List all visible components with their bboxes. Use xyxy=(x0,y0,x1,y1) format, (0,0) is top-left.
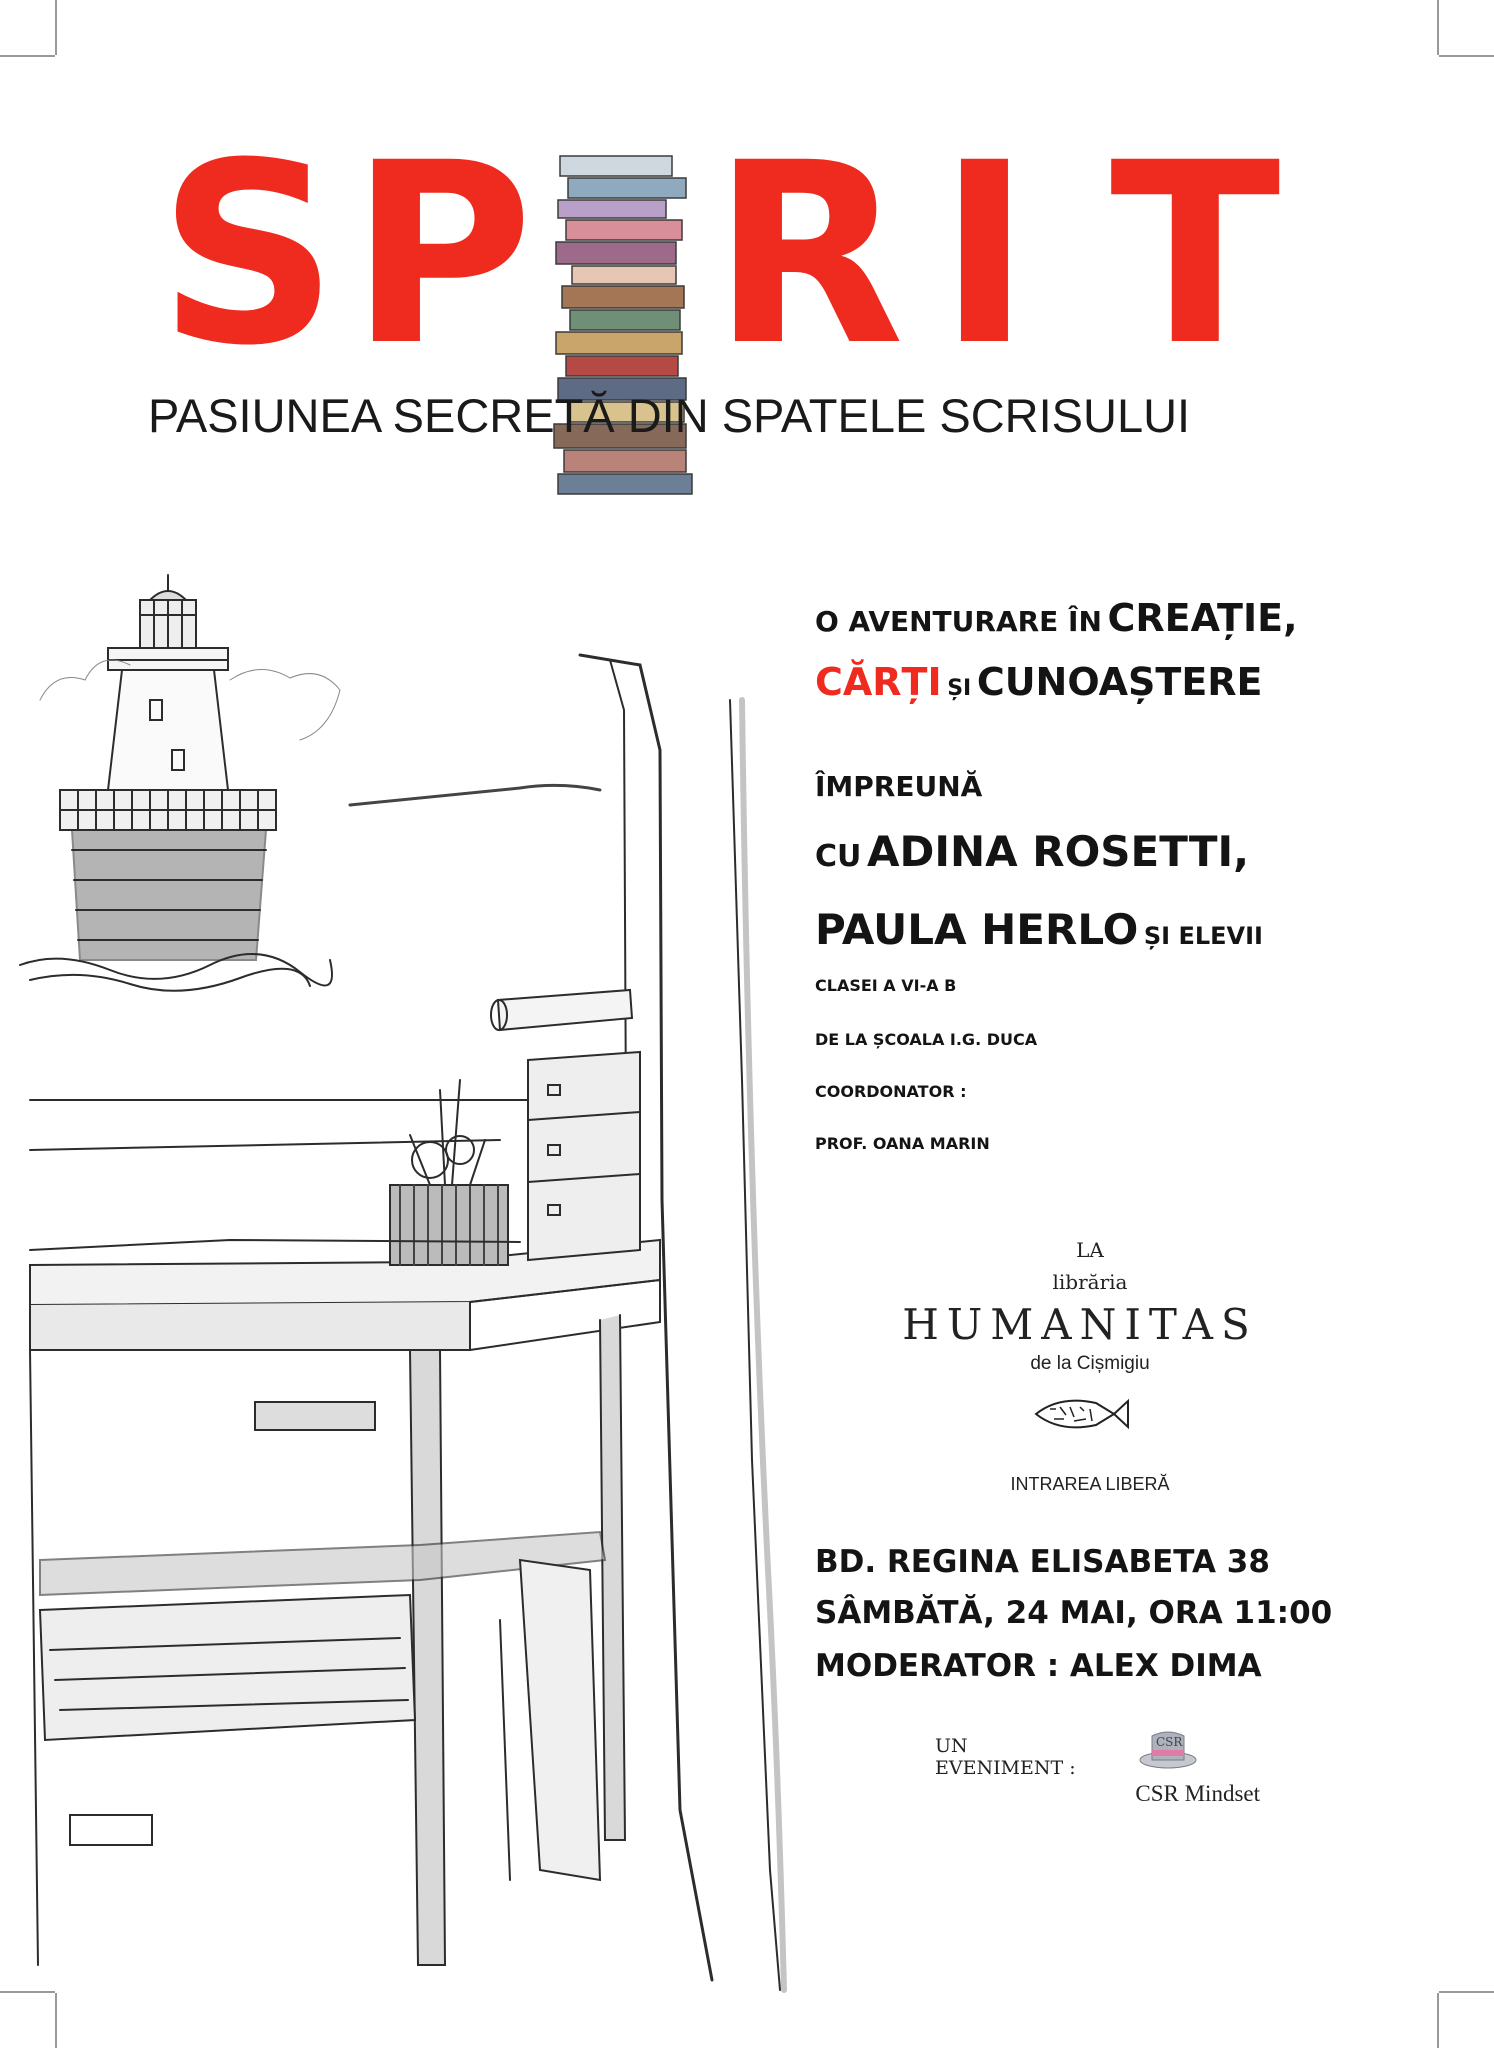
title-letter-r: R xyxy=(712,109,905,400)
moderator-line: MODERATOR : ALEX DIMA xyxy=(815,1648,1262,1684)
book-stack-icon xyxy=(548,148,698,498)
coordinator-name: PROF. OANA MARIN xyxy=(815,1134,990,1153)
organizer-label: UN EVENIMENT : xyxy=(935,1735,1076,1779)
title-letter-i: I xyxy=(938,109,1032,400)
subtitle: PASIUNEA SECRETĂ DIN SPATELE SCRISULUI xyxy=(148,389,1191,442)
crop-mark-top-left-v xyxy=(55,0,57,55)
fish-logo-icon xyxy=(1030,1393,1132,1435)
crop-mark-top-left-h xyxy=(0,55,55,57)
venue-at: LA xyxy=(1076,1238,1104,1262)
intro-prefix: O AVENTURARE ÎN xyxy=(815,605,1102,638)
people-line-1 xyxy=(815,827,1375,876)
organizer-name: CSR Mindset xyxy=(1135,1781,1260,1806)
lighthouse-desk-sketch xyxy=(0,560,800,2010)
name-paula-herlo: PAULA HERLO xyxy=(815,905,1139,954)
coordinator-label: COORDONATOR : xyxy=(815,1082,967,1101)
address-line: BD. REGINA ELISABETA 38 xyxy=(815,1544,1270,1580)
crop-mark-bottom-right-v xyxy=(1437,1993,1439,2048)
venue-librarie: librăria xyxy=(1052,1270,1128,1294)
class-line: CLASEI A VI-A B xyxy=(815,976,957,995)
venue-name: HUMANITAS xyxy=(902,1300,1258,1349)
intro-emphasis-cunoastere: CUNOAȘTERE xyxy=(976,660,1263,704)
entry-free: INTRAREA LIBERĂ xyxy=(1010,1474,1170,1494)
intro-emphasis-creatie: CREAȚIE, xyxy=(1107,596,1298,640)
title-spirit xyxy=(0,109,1494,400)
csr-hat-logo xyxy=(1138,1722,1198,1772)
and-students: ȘI ELEVII xyxy=(1143,922,1263,950)
intro-conjunction: ȘI xyxy=(947,676,972,701)
title-letter-t: T xyxy=(1110,109,1281,400)
crop-mark-bottom-right-h xyxy=(1439,1991,1494,1993)
school-line: DE LA ȘCOALA I.G. DUCA xyxy=(815,1030,1038,1049)
date-line: SÂMBĂTĂ, 24 MAI, ORA 11:00 xyxy=(815,1595,1333,1631)
csr-logo-text: CSR xyxy=(1156,1735,1183,1749)
name-adina-rosetti: ADINA ROSETTI, xyxy=(866,827,1250,876)
crop-mark-top-right-v xyxy=(1437,0,1439,55)
people-line-2 xyxy=(815,905,1375,954)
together-label: ÎMPREUNĂ xyxy=(815,770,983,803)
title-letter-p: P xyxy=(350,109,534,400)
venue-location: de la Cișmigiu xyxy=(1030,1353,1150,1374)
intro-red-carti: CĂRȚI xyxy=(815,660,942,704)
with-label: CU xyxy=(815,839,862,874)
title-letter-s: S xyxy=(158,109,339,400)
crop-mark-top-right-h xyxy=(1439,55,1494,57)
intro-line-1 xyxy=(815,596,1375,640)
intro-line-2 xyxy=(815,660,1375,704)
